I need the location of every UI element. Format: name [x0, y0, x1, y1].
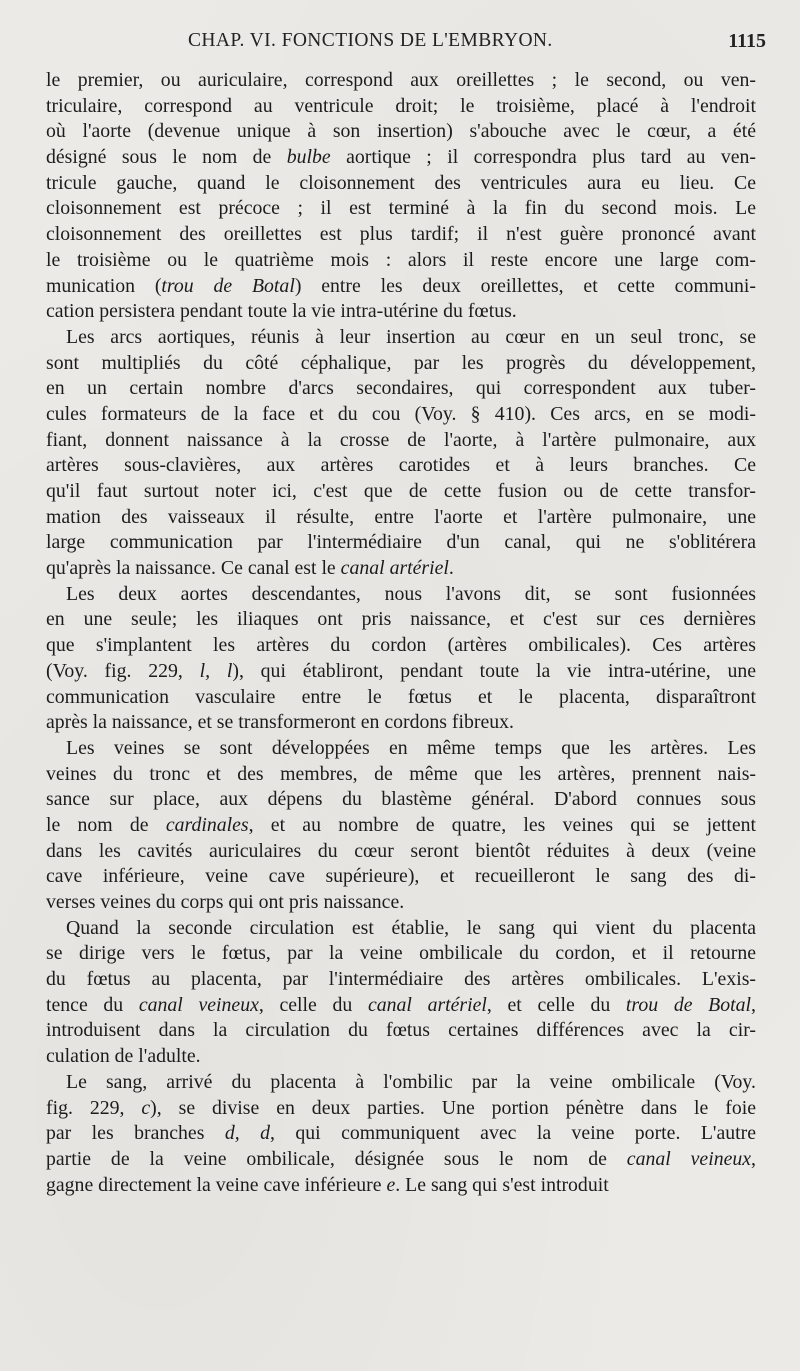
text-line — [46, 685, 756, 711]
text-segment: du fœtus au placenta, par l'intermédiaire des artères ombilicales. L'exis- — [46, 968, 756, 991]
running-head — [0, 30, 800, 60]
text-line — [46, 196, 756, 222]
text-line — [46, 967, 756, 993]
text-segment: sance sur place, aux dépens du blastème général. D'abord connues sous — [46, 788, 756, 811]
text-line — [46, 607, 756, 633]
text-line — [46, 1147, 756, 1173]
text-segment: cave inférieure, veine cave supérieure), et recueilleront le sang des di- — [46, 865, 756, 888]
paragraph — [46, 736, 756, 916]
text-line — [46, 274, 756, 300]
text-line — [46, 839, 756, 865]
text-segment: , et celle du — [486, 993, 626, 1016]
text-segment: aortique ; il correspondra plus tard au ven- — [330, 146, 756, 169]
italic-text: trou de Botal — [625, 993, 752, 1016]
text-line — [46, 813, 756, 839]
text-line — [46, 864, 756, 890]
text-segment: fiant, donnent naissance à la crosse de l'aorte, à l'artère pulmonaire, aux — [46, 428, 756, 451]
text-line — [46, 710, 756, 736]
body-text — [46, 68, 756, 1198]
text-segment: en une seule; les iliaques ont pris naissance, et c'est sur ces dernières — [46, 608, 756, 631]
text-line — [46, 1044, 756, 1070]
text-segment: cation persistera pendant toute la vie intra-utérine du fœtus. — [46, 300, 517, 323]
text-line — [46, 428, 756, 454]
text-segment: communication vasculaire entre le fœtus et le placenta, disparaîtront — [46, 685, 756, 708]
text-segment: , — [751, 1147, 756, 1170]
text-segment: cules formateurs de la face et du cou (Voy. § 410). Ces arcs, en se modi- — [46, 402, 756, 425]
text-line — [46, 68, 756, 94]
text-segment: ), se divise en deux parties. Une portion pénètre dans le foie — [150, 1096, 756, 1119]
text-segment: Les arcs aortiques, réunis à leur insertion au cœur en un seul tronc, se — [66, 325, 756, 348]
text-segment: , — [751, 993, 756, 1016]
text-line — [46, 1070, 756, 1096]
text-line — [46, 659, 756, 685]
text-line — [46, 479, 756, 505]
text-line — [46, 530, 756, 556]
text-line — [46, 402, 756, 428]
text-segment: se dirige vers le fœtus, par la veine ombilicale du cordon, et il retourne — [46, 942, 756, 965]
page-number: 1115 — [728, 30, 766, 52]
paragraph — [46, 68, 756, 325]
italic-text: canal veineux — [138, 993, 259, 1016]
text-line — [46, 453, 756, 479]
text-line — [46, 736, 756, 762]
text-segment: , et au nombre de quatre, les veines qui se jettent — [248, 813, 757, 836]
italic-text: canal veineux — [626, 1147, 752, 1170]
text-line — [46, 762, 756, 788]
text-segment: ), qui établiront, pendant toute la vie intra-utérine, une — [232, 659, 757, 682]
text-line — [46, 351, 756, 377]
text-segment: qu'il faut surtout noter ici, c'est que de cette fusion ou de cette transfor- — [46, 480, 756, 502]
text-line — [46, 325, 756, 351]
text-segment: triculaire, correspond au ventricule droit; le troisième, placé à l'endroit — [46, 94, 756, 117]
text-line — [46, 556, 756, 582]
text-segment: munication ( — [46, 274, 162, 297]
text-segment: culation de l'adulte. — [46, 1045, 201, 1068]
italic-text: canal artériel — [340, 557, 449, 580]
italic-text: cardinales — [165, 813, 249, 836]
text-segment: mation des vaisseaux il résulte, entre l'aorte et l'artère pulmonaire, une — [46, 505, 756, 528]
text-segment: large communication par l'intermédiaire d'un canal, qui ne s'oblitérera — [46, 531, 756, 554]
italic-text: e — [386, 1173, 396, 1196]
text-segment: le nom de — [46, 813, 166, 836]
text-segment: Le sang, arrivé du placenta à l'ombilic par la veine ombilicale (Voy. — [66, 1070, 756, 1093]
text-segment: dans les cavités auriculaires du cœur seront bientôt réduites à deux (veine — [46, 839, 756, 862]
text-segment: le troisième ou le quatrième mois : alors il reste encore une large com- — [46, 248, 756, 271]
text-segment: qu'après la naissance. Ce canal est le — [46, 557, 341, 580]
text-line — [46, 119, 756, 145]
text-line — [46, 633, 756, 659]
text-segment: où l'aorte (devenue unique à son insertion) s'abouche avec le cœur, a été — [46, 120, 756, 143]
italic-text: canal artériel — [367, 993, 487, 1016]
text-line — [46, 1096, 756, 1122]
text-segment: sont multipliés du côté céphalique, par les progrès du développement, — [46, 351, 756, 374]
text-line — [46, 94, 756, 120]
text-line — [46, 299, 756, 325]
italic-text: l, l — [199, 659, 233, 682]
text-line — [46, 787, 756, 813]
italic-text: c — [141, 1096, 151, 1119]
paragraph — [46, 582, 756, 736]
text-line — [46, 248, 756, 274]
italic-text: d, d — [224, 1122, 270, 1145]
text-segment: , celle du — [258, 993, 368, 1016]
text-line — [46, 1018, 756, 1044]
paragraph — [46, 1070, 756, 1198]
text-segment: partie de la veine ombilicale, désignée sous le nom de — [46, 1147, 627, 1170]
text-line — [46, 171, 756, 197]
text-line — [46, 376, 756, 402]
text-segment: introduisent dans la circulation du fœtus certaines différences avec la cir- — [46, 1019, 756, 1042]
text-line — [46, 941, 756, 967]
italic-text: bulbe — [286, 146, 331, 169]
text-segment: , qui communiquent avec la veine porte. L'autre — [269, 1122, 756, 1145]
running-title: CHAP. VI. FONCTIONS DE L'EMBRYON. — [188, 30, 553, 51]
text-segment: Les deux aortes descendantes, nous l'avons dit, se sont fusionnées — [66, 582, 756, 605]
text-segment: veines du tronc et des membres, de même que les artères, prennent nais- — [46, 762, 756, 785]
text-line — [46, 916, 756, 942]
paragraph — [46, 916, 756, 1070]
text-segment: artères sous-clavières, aux artères carotides et à leurs branches. Ce — [46, 454, 756, 477]
text-segment: . Le sang qui s'est introduit — [395, 1173, 609, 1196]
text-segment: en un certain nombre d'arcs secondaires, qui correspondent aux tuber- — [46, 377, 756, 400]
text-segment: désigné sous le nom de — [46, 146, 287, 169]
text-segment: fig. 229, — [46, 1096, 142, 1119]
text-line — [46, 505, 756, 531]
text-segment: Les veines se sont développées en même temps que les artères. Les — [66, 736, 756, 759]
text-segment: après la naissance, et se transformeront en cordons fibreux. — [46, 711, 514, 734]
text-line — [46, 582, 756, 608]
text-segment: par les branches — [46, 1122, 225, 1145]
text-segment: tence du — [46, 993, 139, 1016]
text-line — [46, 145, 756, 171]
text-segment: le premier, ou auriculaire, correspond aux oreillettes ; le second, ou ven- — [46, 69, 756, 91]
text-segment: tricule gauche, quand le cloisonnement des ventricules aura eu lieu. Ce — [46, 171, 756, 194]
text-line — [46, 1121, 756, 1147]
text-segment: cloisonnement est précoce ; il est terminé à la fin du second mois. Le — [46, 197, 756, 220]
text-segment: (Voy. fig. 229, — [46, 659, 200, 682]
text-segment: gagne directement la veine cave inférieure — [46, 1173, 387, 1196]
text-segment: que s'implantent les artères du cordon (artères ombilicales). Ces artères — [46, 634, 756, 657]
text-segment: cloisonnement des oreillettes est plus tardif; il n'est guère prononcé avant — [46, 223, 756, 246]
text-segment: . — [448, 557, 454, 580]
text-line — [46, 222, 756, 248]
text-segment: ) entre les deux oreillettes, et cette communi- — [294, 274, 756, 297]
text-line — [46, 993, 756, 1019]
text-segment: Quand la seconde circulation est établie, le sang qui vient du placenta — [66, 916, 756, 939]
italic-text: trou de Botal — [161, 274, 295, 297]
text-segment: verses veines du corps qui ont pris naissance. — [46, 891, 405, 913]
text-line — [46, 890, 756, 916]
text-line — [46, 1173, 756, 1199]
paragraph — [46, 325, 756, 582]
